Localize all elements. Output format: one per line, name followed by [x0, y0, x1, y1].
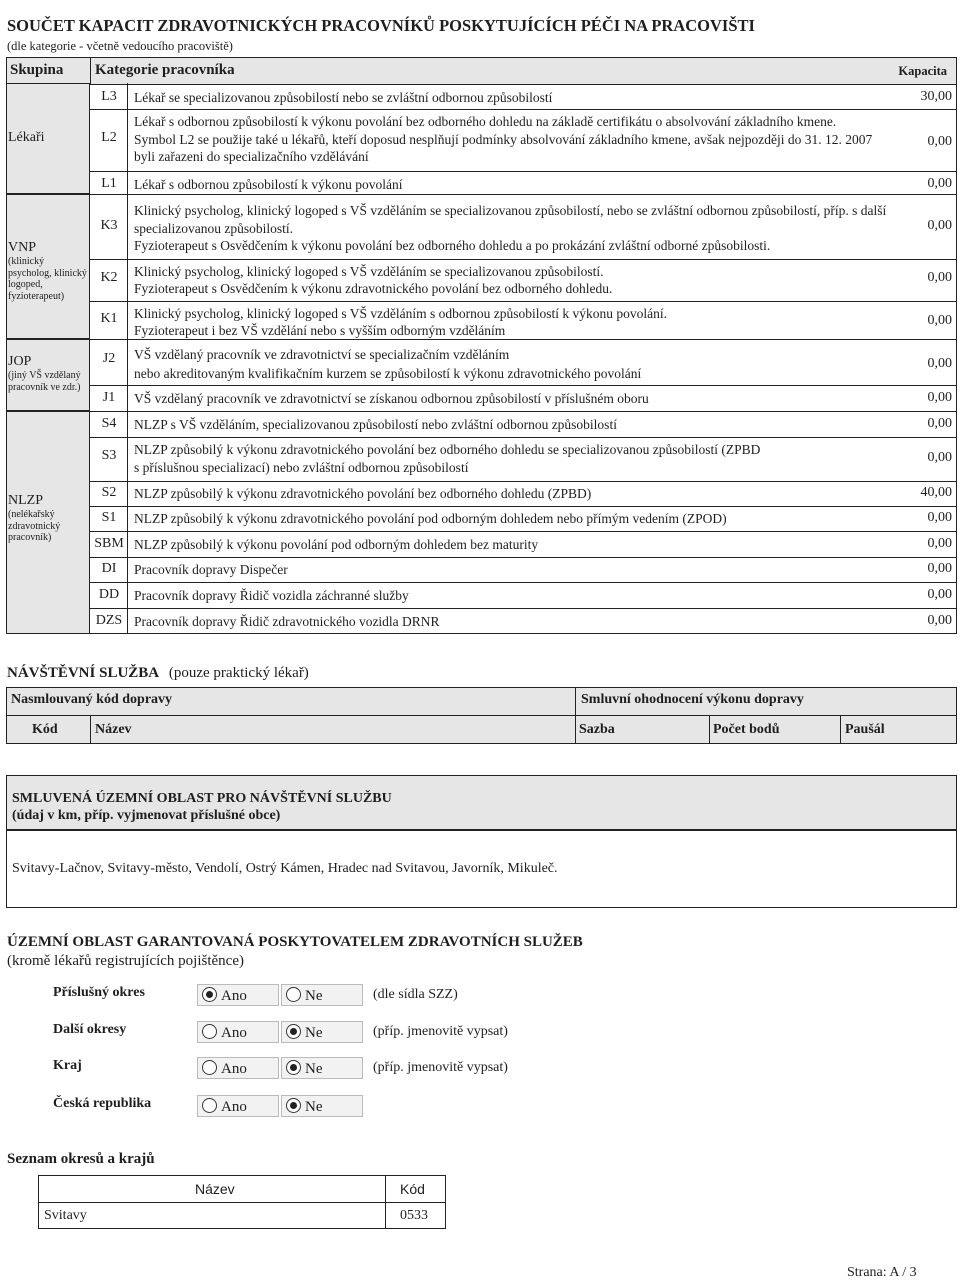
smluvena-oblast-title: SMLUVENÁ ÚZEMNÍ OBLAST PRO NÁVŠTĚVNÍ SLUŽBU	[12, 791, 392, 806]
garantovana-title: ÚZEMNÍ OBLAST GARANTOVANÁ POSKYTOVATELEM ZDRAVOTNÍCH SLUŽEB	[7, 934, 583, 950]
capacity-value: 0,00	[927, 176, 952, 191]
option-label: Kraj	[53, 1058, 82, 1073]
seznam-col-nazev: Název	[195, 1181, 235, 1197]
table-header	[7, 58, 956, 85]
col-pausal: Paušál	[845, 722, 885, 737]
navstevni-heading: NÁVŠTĚVNÍ SLUŽBA (pouze praktický lékař)	[7, 665, 309, 681]
col-kod: Kód	[32, 722, 58, 737]
radio-ne[interactable]: Ne	[281, 1021, 363, 1043]
capacity-value: 0,00	[927, 450, 952, 465]
capacity-value: 0,00	[927, 536, 952, 551]
smluvena-oblast-subtitle: (údaj v km, příp. vyjmenovat příslušné obce)	[12, 808, 281, 823]
radio-selected-icon	[286, 1060, 301, 1075]
capacity-value: 0,00	[927, 313, 952, 328]
seznam-row-code: 0533	[400, 1208, 428, 1223]
capacity-value: 0,00	[927, 390, 952, 405]
radio-empty-icon	[202, 1060, 217, 1075]
capacity-value: 0,00	[927, 218, 952, 233]
option-label: Česká republika	[53, 1096, 152, 1111]
col-nazev: Název	[95, 722, 132, 737]
header-capacity: Kapacita	[898, 64, 947, 78]
option-label: Další okresy	[53, 1022, 127, 1037]
page-title: SOUČET KAPACIT ZDRAVOTNICKÝCH PRACOVNÍKŮ POSKYTUJÍCÍCH PÉČI NA PRACOVIŠTI	[7, 16, 755, 35]
capacity-value: 0,00	[927, 510, 952, 525]
capacity-value: 0,00	[927, 613, 952, 628]
page-number: Strana: A / 3	[847, 1265, 917, 1280]
radio-empty-icon	[202, 1024, 217, 1039]
radio-selected-icon	[286, 1024, 301, 1039]
col-sazba: Sazba	[579, 722, 615, 737]
group-lekari: Lékaři	[8, 130, 45, 145]
capacity-value: 30,00	[920, 89, 952, 104]
radio-empty-icon	[286, 987, 301, 1002]
radio-ne[interactable]: Ne	[281, 984, 363, 1006]
capacity-value: 0,00	[927, 416, 952, 431]
capacity-value: 0,00	[927, 270, 952, 285]
group-vnp: VNP (klinický psycholog, klinický logoped, fyzioterapeut)	[8, 240, 87, 302]
radio-ano[interactable]: Ano	[197, 1057, 279, 1079]
radio-ano[interactable]: Ano	[197, 1021, 279, 1043]
radio-selected-icon	[202, 987, 217, 1002]
capacity-value: 0,00	[927, 134, 952, 149]
option-note: (dle sídla SZZ)	[373, 987, 458, 1002]
garantovana-subtitle: (kromě lékařů registrujících pojištěnce)	[7, 953, 244, 969]
group-nlzp: NLZP (nelékařský zdravotnický pracovník)	[8, 493, 61, 543]
option-note: (příp. jmenovitě vypsat)	[373, 1024, 508, 1039]
radio-empty-icon	[202, 1098, 217, 1113]
radio-ne[interactable]: Ne	[281, 1095, 363, 1117]
smluvena-oblast-value: Svitavy-Lačnov, Svitavy-město, Vendolí, Ostrý Kámen, Hradec nad Svitavou, Javorník, Mikuleč.	[12, 861, 558, 876]
seznam-col-kod: Kód	[400, 1181, 425, 1197]
col-nasmlouvany-kod: Nasmlouvaný kód dopravy	[11, 692, 173, 707]
option-note: (příp. jmenovitě vypsat)	[373, 1060, 508, 1075]
radio-ano[interactable]: Ano	[197, 1095, 279, 1117]
group-jop: JOP (jiný VŠ vzdělaný pracovník ve zdr.)	[8, 354, 81, 393]
col-smluvni-ohodnoceni: Smluvní ohodnocení výkonu dopravy	[581, 692, 804, 707]
header-category: Kategorie pracovníka	[95, 62, 235, 78]
capacity-value: 0,00	[927, 587, 952, 602]
capacity-value: 0,00	[927, 356, 952, 371]
radio-selected-icon	[286, 1098, 301, 1113]
page-subtitle: (dle kategorie - včetně vedoucího pracoviště)	[7, 39, 233, 53]
capacity-value: 40,00	[920, 485, 952, 500]
seznam-row-name: Svitavy	[44, 1208, 87, 1223]
seznam-title: Seznam okresů a krajů	[7, 1151, 155, 1167]
option-label: Příslušný okres	[53, 985, 145, 1000]
radio-ano[interactable]: Ano	[197, 984, 279, 1006]
radio-ne[interactable]: Ne	[281, 1057, 363, 1079]
header-group: Skupina	[10, 62, 64, 78]
capacity-value: 0,00	[927, 561, 952, 576]
col-pocet-bodu: Počet bodů	[713, 722, 780, 737]
